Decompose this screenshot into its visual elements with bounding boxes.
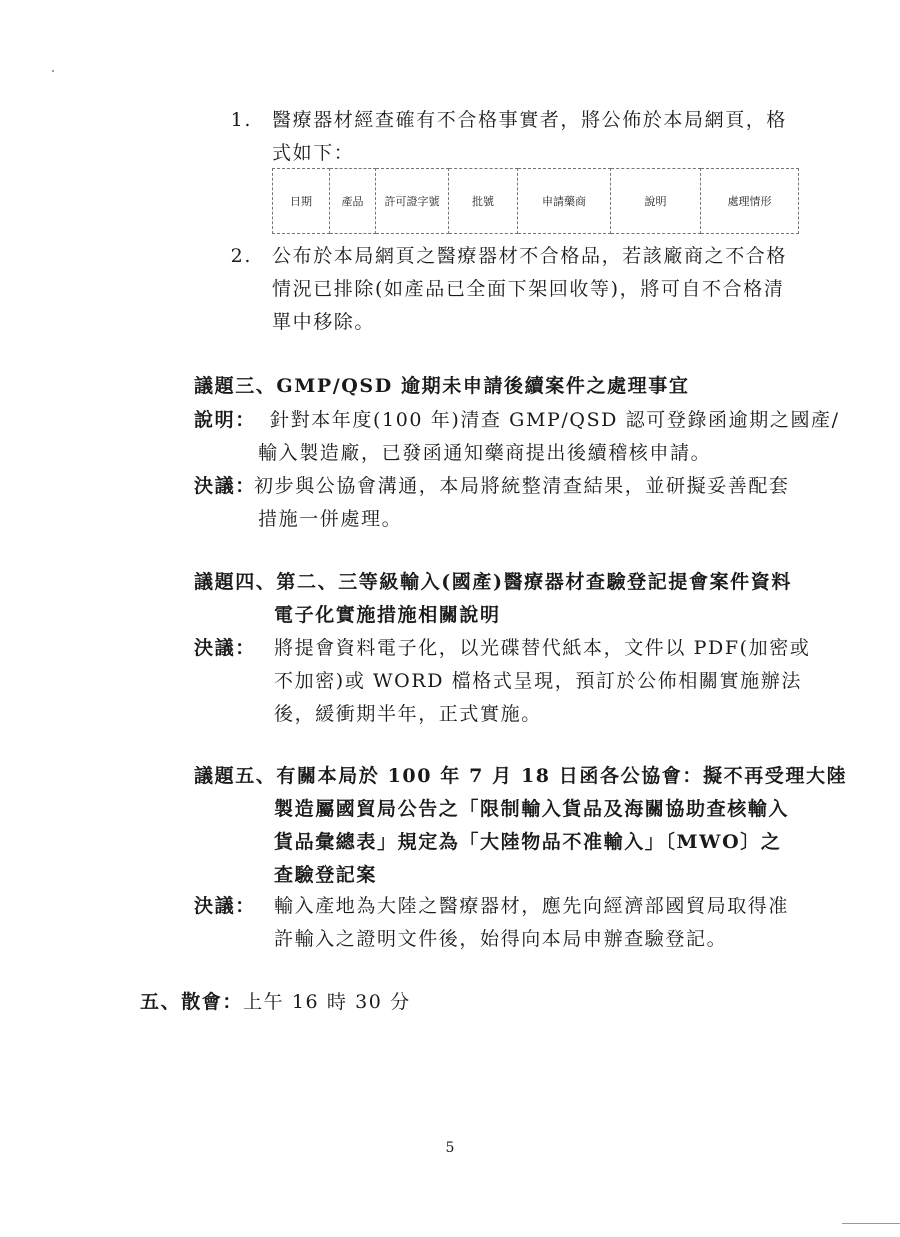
notice-format-table bbox=[272, 168, 799, 234]
topic-title-line: 貨品彙總表」規定為「大陸物品不准輸入」〔MWO〕之 bbox=[274, 831, 782, 853]
resolution-line: 措施一併處理。 bbox=[258, 508, 403, 530]
resolution-label: 決議： bbox=[194, 637, 256, 659]
resolution-line: 輸入產地為大陸之醫療器材，應先向經濟部國貿局取得准 bbox=[274, 895, 790, 917]
scan-speck bbox=[52, 70, 54, 72]
table-header-cell: 處理情形 bbox=[701, 169, 799, 234]
adjourn-line bbox=[140, 986, 411, 1019]
table-header-row bbox=[273, 169, 799, 234]
table-header-cell: 申請藥商 bbox=[518, 169, 611, 234]
resolution-line: 初步與公協會溝通，本局將統整清查結果，並研擬妥善配套 bbox=[254, 475, 790, 497]
resolution-line: 許輸入之證明文件後，始得向本局申辦查驗登記。 bbox=[274, 928, 728, 950]
table-header-cell: 日期 bbox=[273, 169, 330, 234]
topic-title-line: 製造屬國貿局公告之「限制輸入貨品及海關協助查核輸入 bbox=[274, 798, 790, 820]
topic4-title bbox=[194, 566, 792, 632]
scan-edge-mark bbox=[842, 1223, 900, 1224]
topic-title-line: 電子化實施措施相關說明 bbox=[274, 604, 501, 626]
resolution-label: 決議： bbox=[194, 475, 256, 497]
table-header-cell: 許可證字號 bbox=[376, 169, 449, 234]
resolution-line: 將提會資料電子化，以光碟替代紙本，文件以 PDF(加密或 bbox=[274, 637, 811, 659]
resolution-line: 後，緩衝期半年，正式實施。 bbox=[274, 703, 542, 725]
table-header-cell: 批號 bbox=[449, 169, 518, 234]
list-item-number: 1. bbox=[230, 109, 252, 131]
topic3-title: 議題三、GMP/QSD 逾期未申請後續案件之處理事宜 bbox=[194, 375, 690, 397]
explanation-label: 說明： bbox=[194, 409, 256, 431]
page-number: 5 bbox=[445, 1140, 455, 1156]
list-item-line: 醫療器材經查確有不合格事實者，將公佈於本局網頁，格 bbox=[272, 109, 788, 131]
list-item-line: 單中移除。 bbox=[272, 311, 376, 333]
resolution-label: 決議： bbox=[194, 895, 256, 917]
resolution-line: 不加密)或 WORD 檔格式呈現，預訂於公佈相關實施辦法 bbox=[274, 670, 802, 692]
list-item-number: 2. bbox=[230, 245, 252, 267]
table-header-cell: 產品 bbox=[330, 169, 376, 234]
topic5-title bbox=[194, 760, 847, 892]
list-item-line: 公布於本局網頁之醫療器材不合格品，若該廠商之不合格 bbox=[272, 245, 788, 267]
table-header-cell: 說明 bbox=[611, 169, 701, 234]
adjourn-label: 五、散會： bbox=[140, 991, 244, 1013]
adjourn-time: 上午 16 時 30 分 bbox=[243, 991, 411, 1013]
list-item-line: 情況已排除(如產品已全面下架回收等)，將可自不合格清 bbox=[272, 278, 785, 300]
explanation-line: 輸入製造廠，已發函通知藥商提出後續稽核申請。 bbox=[258, 442, 712, 464]
list-item-line: 式如下： bbox=[272, 142, 355, 164]
topic-title-line: 議題四、第二、三等級輸入(國產)醫療器材查驗登記提會案件資料 bbox=[194, 571, 792, 593]
topic-title-line: 查驗登記案 bbox=[274, 864, 378, 886]
explanation-line: 針對本年度(100 年)清查 GMP/QSD 認可登錄函逾期之國產/ bbox=[270, 409, 840, 431]
topic-title-line: 議題五、有關本局於 100 年 7 月 18 日函各公協會：擬不再受理大陸 bbox=[194, 765, 848, 787]
